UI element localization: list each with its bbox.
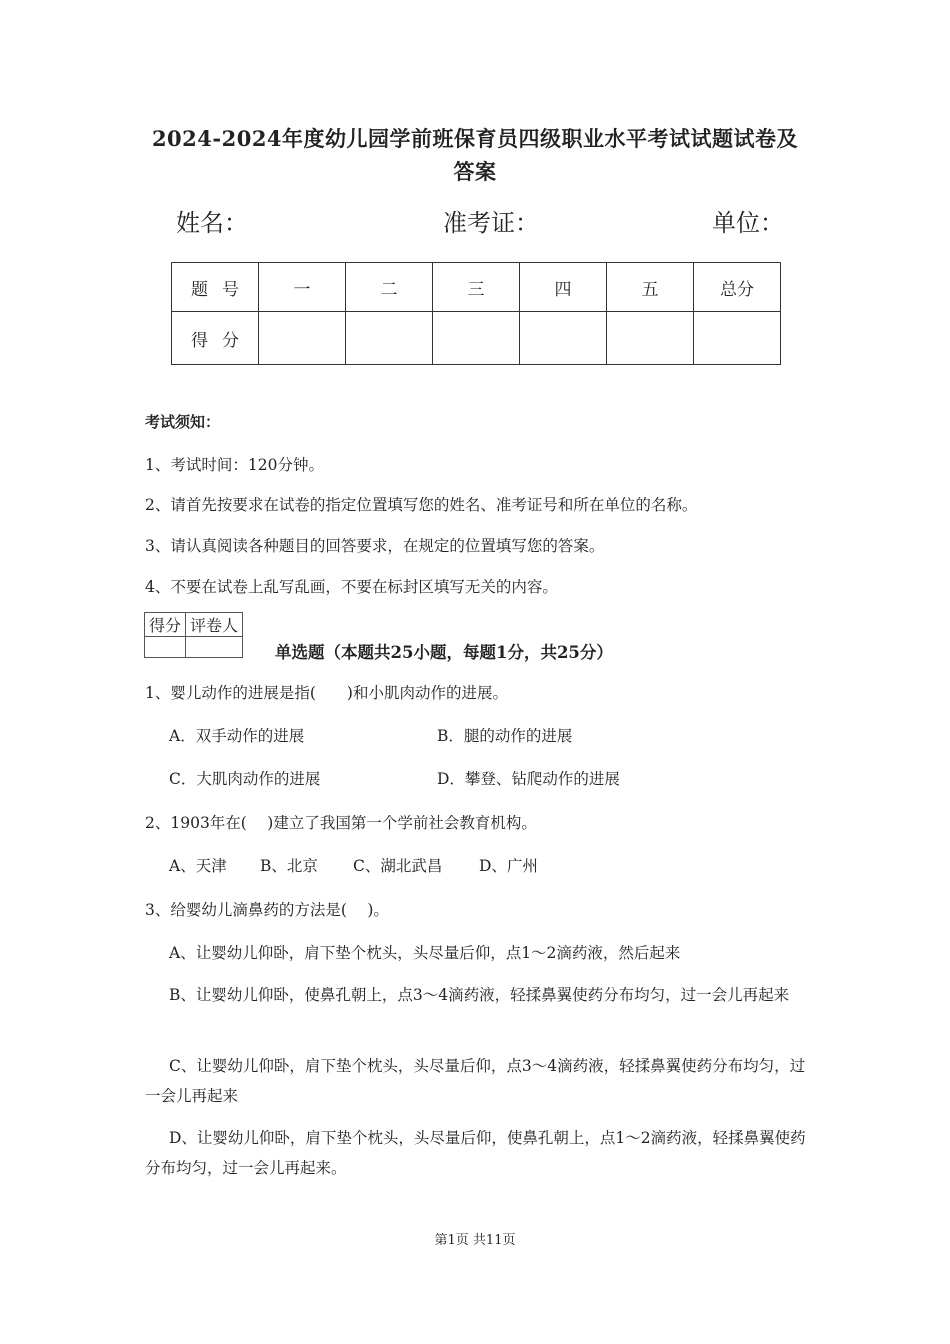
question-2-option-c: C、湖北武昌 (353, 857, 443, 875)
score-table (171, 262, 781, 365)
question-1-option-a: A．双手动作的进展 (169, 727, 305, 745)
score-cell-5[interactable] (607, 312, 694, 365)
column-4: 四 (520, 263, 607, 312)
question-number-label: 题号 (172, 263, 259, 312)
column-2: 二 (346, 263, 433, 312)
score-cell-3[interactable] (433, 312, 520, 365)
score-label: 得分 (172, 312, 259, 365)
notice-item-1: 1、考试时间：120分钟。 (145, 456, 324, 474)
unit-label: 单位： (712, 209, 784, 237)
title-line-2: 答案 (453, 159, 497, 184)
column-5: 五 (607, 263, 694, 312)
score-table-score-row (172, 312, 781, 365)
question-1-stem: 1、婴儿动作的进展是指( )和小肌肉动作的进展。 (145, 684, 508, 702)
column-3: 三 (433, 263, 520, 312)
question-1-option-b: B．腿的动作的进展 (437, 727, 573, 745)
notice-item-3: 3、请认真阅读各种题目的回答要求，在规定的位置填写您的答案。 (145, 537, 605, 555)
page-footer: 第1页 共11页 (434, 1233, 516, 1248)
question-3-option-b: B、让婴幼儿仰卧，使鼻孔朝上，点3～4滴药液，轻揉鼻翼使药分布均匀，过一会儿再起来 (169, 986, 790, 1004)
grader-score-label: 得分 (145, 613, 186, 637)
score-table-header-row (172, 263, 781, 312)
column-1: 一 (259, 263, 346, 312)
score-cell-4[interactable] (520, 312, 607, 365)
question-2-option-d: D、广州 (479, 857, 538, 875)
question-2-option-b: B、北京 (260, 857, 318, 875)
notice-item-4: 4、不要在试卷上乱写乱画，不要在标封区填写无关的内容。 (145, 578, 558, 596)
grader-name-cell[interactable] (186, 637, 243, 658)
score-cell-1[interactable] (259, 312, 346, 365)
question-3-stem: 3、给婴幼儿滴鼻药的方法是( )。 (145, 901, 389, 919)
column-total: 总分 (694, 263, 781, 312)
question-2-stem: 2、1903年在( )建立了我国第一个学前社会教育机构。 (145, 814, 537, 832)
score-cell-total[interactable] (694, 312, 781, 365)
score-cell-2[interactable] (346, 312, 433, 365)
grader-name-label: 评卷人 (186, 613, 243, 637)
question-2-option-a: A、天津 (169, 857, 227, 875)
grader-box (144, 612, 243, 658)
exam-id-label: 准考证： (443, 209, 539, 237)
section-title: 单选题（本题共25小题，每题1分，共25分） (275, 643, 613, 662)
notice-item-2: 2、请首先按要求在试卷的指定位置填写您的姓名、准考证号和所在单位的名称。 (145, 496, 698, 514)
exam-title (130, 122, 820, 188)
question-1-option-d: D．攀登、钻爬动作的进展 (437, 770, 620, 788)
title-line-1: 2024-2024年度幼儿园学前班保育员四级职业水平考试试题试卷及 (151, 126, 799, 151)
grader-score-cell[interactable] (145, 637, 186, 658)
notice-title: 考试须知： (145, 413, 221, 431)
question-1-option-c: C．大肌肉动作的进展 (169, 770, 321, 788)
question-3-option-c: C、让婴幼儿仰卧，肩下垫个枕头，头尽量后仰，点3～4滴药液，轻揉鼻翼使药分布均匀，过一会儿再起来 (145, 1057, 806, 1105)
name-label: 姓名： (176, 209, 248, 237)
question-3-option-d: D、让婴幼儿仰卧，肩下垫个枕头，头尽量后仰，使鼻孔朝上，点1～2滴药液，轻揉鼻翼使药分布均匀，过一会儿再起来。 (145, 1129, 806, 1177)
question-3-option-a: A、让婴幼儿仰卧，肩下垫个枕头，头尽量后仰，点1～2滴药液，然后起来 (169, 944, 681, 962)
